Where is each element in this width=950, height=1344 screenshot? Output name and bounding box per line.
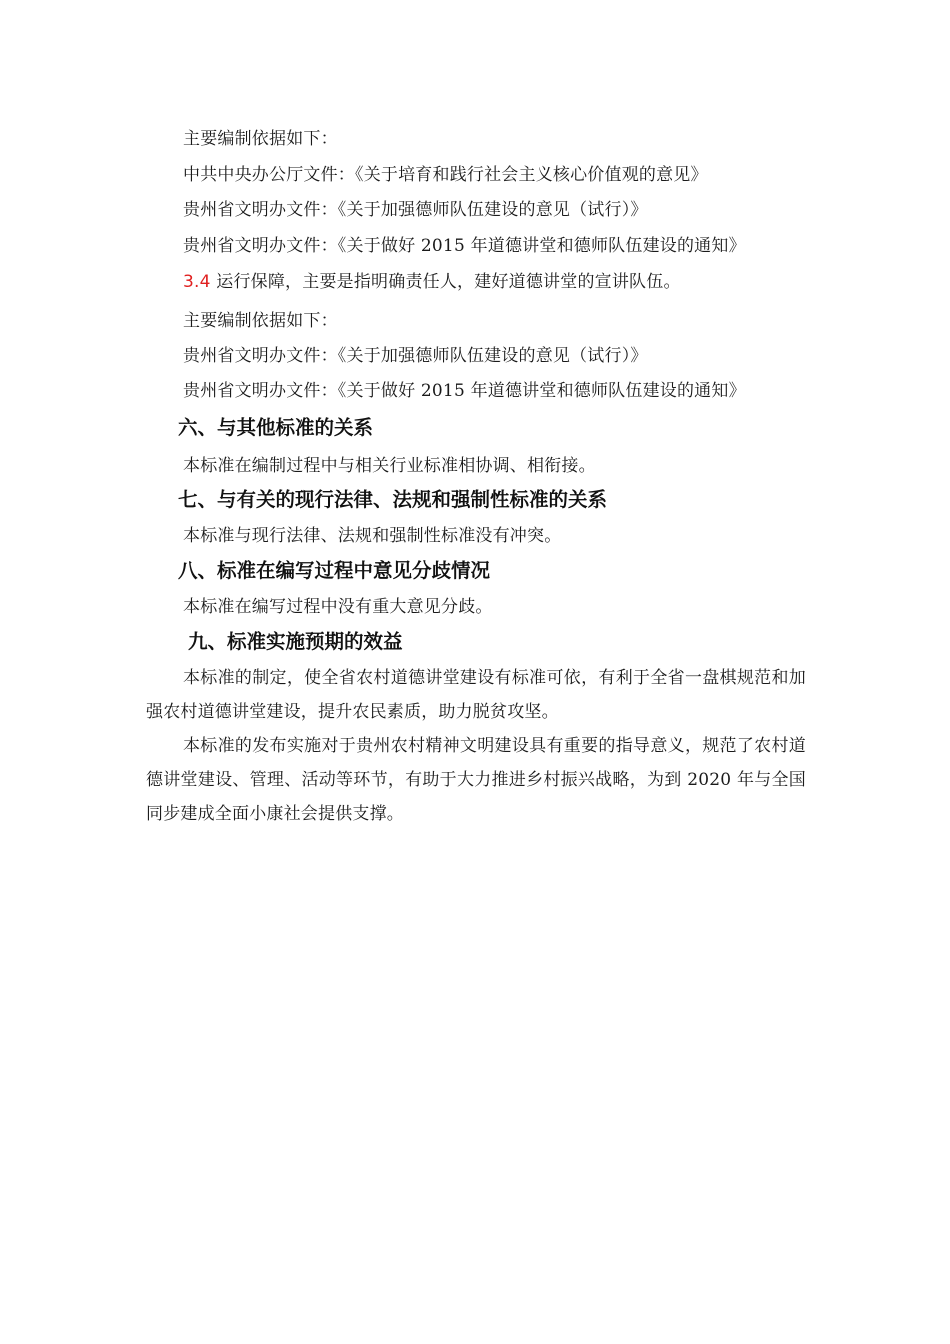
basis-item-ethics-teachers-opinion-2: 贵州省文明办文件：《关于加强德师队伍建设的意见（试行）》 — [183, 346, 648, 366]
basis-item-2015-notice-2: 贵州省文明办文件：《关于做好 2015 年道德讲堂和德师队伍建设的通知》 — [183, 381, 746, 401]
section-body-8: 本标准在编写过程中没有重大意见分歧。 — [183, 597, 493, 617]
clause-text: 运行保障，主要是指明确责任人，建好道德讲堂的宣讲队伍。 — [210, 272, 681, 292]
basis-item-ethics-teachers-opinion-1: 贵州省文明办文件：《关于加强德师队伍建设的意见（试行）》 — [183, 200, 648, 220]
section-body-9-paragraph-2: 本标准的发布实施对于贵州农村精神文明建设具有重要的指导意义，规范了农村道德讲堂建设、管理、活动等环节，有助于大力推进乡村振兴战略，为到 2020 年与全国同步建成全面小康社会提供支撑。 — [146, 736, 806, 824]
clause-number: 3.4 — [183, 272, 211, 292]
section-body-6: 本标准在编制过程中与相关行业标准相协调、相衔接。 — [183, 456, 596, 476]
section-heading-7: 七、与有关的现行法律、法规和强制性标准的关系 — [178, 488, 608, 511]
basis-item-2015-notice-1: 贵州省文明办文件：《关于做好 2015 年道德讲堂和德师队伍建设的通知》 — [183, 236, 746, 256]
section-body-9-paragraph-1: 本标准的制定，使全省农村道德讲堂建设有标准可依，有利于全省一盘棋规范和加强农村道德讲堂建设，提升农民素质，助力脱贫攻坚。 — [146, 668, 806, 722]
section-heading-6: 六、与其他标准的关系 — [178, 416, 374, 439]
section-heading-9: 九、标准实施预期的效益 — [188, 630, 403, 653]
basis-intro-1: 主要编制依据如下： — [183, 129, 338, 149]
section-body-7: 本标准与现行法律、法规和强制性标准没有冲突。 — [183, 526, 562, 546]
basis-item-central-office: 中共中央办公厅文件：《关于培育和践行社会主义核心价值观的意见》 — [183, 165, 708, 185]
section-heading-8: 八、标准在编写过程中意见分歧情况 — [178, 559, 491, 582]
basis-intro-2: 主要编制依据如下： — [183, 311, 338, 331]
clause-3-4 — [183, 271, 681, 293]
